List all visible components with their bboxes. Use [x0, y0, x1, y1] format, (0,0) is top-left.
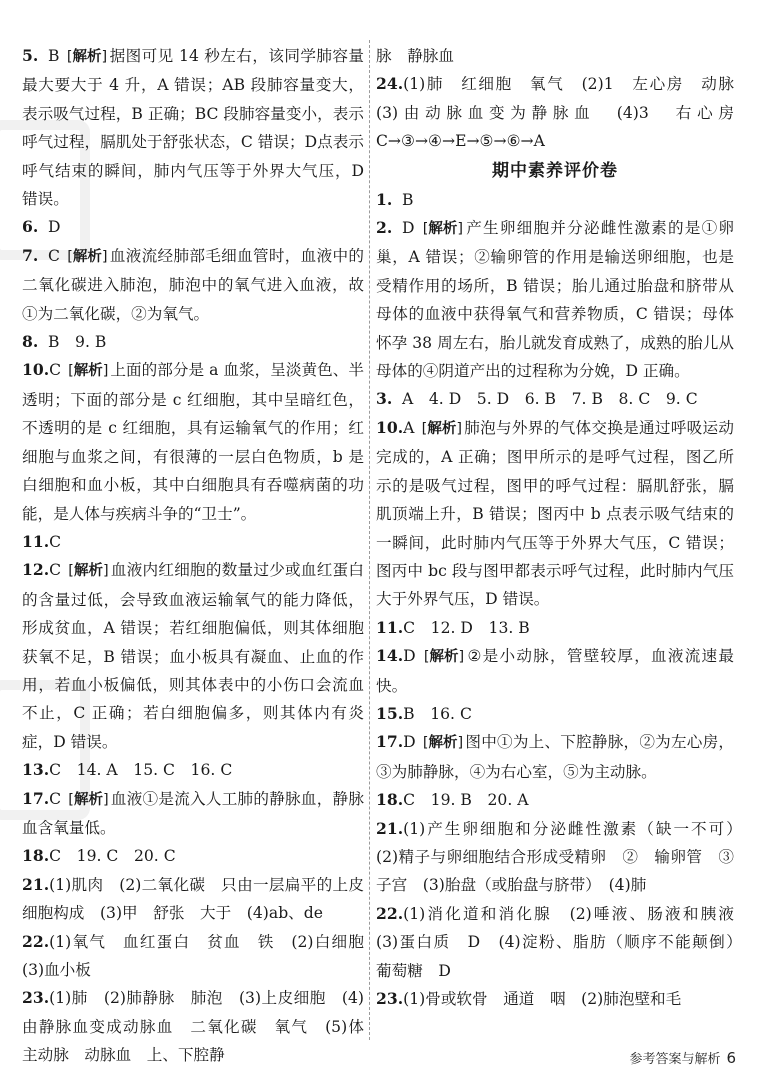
page-footer — [629, 1048, 736, 1067]
answer-item — [376, 700, 734, 728]
answer-choice: C — [49, 789, 62, 808]
answer-item — [22, 356, 364, 527]
analysis-tag: [ 解析 ] — [68, 786, 108, 814]
answer-item — [22, 556, 364, 756]
answer-item — [22, 928, 380, 985]
answer-choice: C — [49, 561, 62, 580]
answer-text: 上面的部分是 a 血浆，呈淡黄色、半透明；下面的部分是 c 红细胞，其中呈暗红色，不透明的是 c 红细胞，具有运输氧气的作用；红细胞与血浆之间，有很薄的一层白色物质，b 是白细胞和血小板，其中白细胞具有吞噬病菌的功能，是人体与疾病斗争的“卫士”。 — [22, 361, 364, 523]
question-number: 2. — [376, 218, 393, 238]
answer-item — [22, 756, 364, 784]
answer-item — [376, 815, 750, 900]
answer-choice: B 16. C — [403, 704, 472, 723]
question-number: 15. — [376, 703, 404, 723]
answer-text: 图中①为上、下腔静脉，②为左心房，③为肺静脉，④为右心室，⑤为主动脉。 — [376, 733, 734, 781]
question-number: 5. — [22, 46, 39, 65]
question-number: 21. — [376, 818, 404, 838]
answer-item — [22, 871, 364, 928]
question-number: 1. — [376, 189, 393, 209]
answer-text: (1)消化道和消化腺 (2)唾液、肠液和胰液 (3)蛋白质 D (4)淀粉、脂肪（顺序不能颠倒） 葡萄糖 D — [376, 904, 750, 980]
question-number: 10. — [376, 417, 404, 437]
answer-item — [22, 213, 364, 241]
answer-choice: D — [402, 219, 415, 238]
answer-choice: C 14. A 15. C 16. C — [49, 761, 233, 780]
answer-item — [376, 642, 734, 700]
question-number: 7. — [22, 245, 39, 265]
answer-text: 血液①是流入人工肺的静脉血，静脉血含氧量低。 — [22, 789, 364, 837]
answer-text: (1)肌肉 (2)二氧化碳 只由一层扁平的上皮细胞构成 (3)甲 舒张 大于 (4)ab、de — [22, 875, 364, 923]
analysis-tag: [ 解析 ] — [423, 729, 463, 757]
answer-text: 产生卵细胞并分泌雌性激素的是①卵巢，A 错误；②输卵管的作用是输送卵细胞，也是受精作用的场所，B 错误；胎儿通过胎盘和脐带从母体的血液中获得氧气和营养物质，C 错误；母体怀孕 38 周左右，胎儿就发育成熟了，成熟的胎儿从母体的④阴道产出的过程称为分娩，D 正确。 — [376, 219, 734, 381]
answer-choice: D — [403, 733, 416, 752]
question-number: 18. — [376, 790, 404, 810]
analysis-tag: [ 解析 ] — [68, 557, 108, 585]
answer-choice: C — [49, 361, 62, 380]
answer-choice: C 19. C 20. C — [49, 847, 176, 866]
answer-choice: D — [48, 218, 61, 237]
right-top-answers — [376, 42, 750, 156]
answer-item — [22, 842, 364, 870]
answer-item — [22, 984, 380, 1069]
answer-item — [22, 785, 364, 843]
answer-text: 血液流经肺部毛细血管时，血液中的二氧化碳进入肺泡，肺泡中的氧气进入血液，故①为二氧化碳，②为氧气。 — [22, 246, 364, 323]
answer-item — [376, 728, 734, 786]
answer-item — [376, 985, 734, 1013]
answer-choice: A — [403, 418, 415, 437]
answer-text: 据图可见 14 秒左右，该同学肺容量最大要大于 4 升，A 错误；AB 段肺容量变大，表示吸气过程，B 正确；BC 段肺容量变小，表示呼气过程，膈肌处于舒张状态，C 错误；D点表示呼气结束的瞬间，肺内气压等于外界大气压，D 错误。 — [22, 47, 364, 209]
question-number: 17. — [22, 788, 50, 808]
answer-item — [376, 414, 734, 614]
answer-text: ②是小动脉，管壁较厚，血液流速最快。 — [376, 647, 734, 695]
analysis-tag: [ 解析 ] — [424, 643, 464, 671]
question-number: 18. — [22, 846, 50, 866]
analysis-tag: [ 解析 ] — [67, 243, 107, 271]
page-number: 6 — [726, 1049, 736, 1067]
answer-item — [22, 528, 364, 556]
right-column — [376, 42, 750, 1013]
answer-text: (1)肺 红细胞 氧气 (2)1 左心房 动脉 (3)由动脉血变为静脉血 (4)3 右心房 C→③→④→E→⑤→⑥→A — [376, 75, 750, 151]
answer-choice: B — [402, 190, 414, 209]
answer-text: (1)肺 (2)肺静脉 肺泡 (3)上皮细胞 (4)由静脉血变成动脉血 二氧化碳 氧气 (5)体 主动脉 动脉血 上、下腔静 — [22, 989, 380, 1065]
question-number: 23. — [376, 989, 404, 1008]
answer-item — [22, 328, 364, 356]
question-number: 14. — [376, 646, 404, 666]
answer-item — [22, 42, 364, 213]
answer-text: 脉 静脉血 — [376, 47, 454, 65]
question-number: 3. — [376, 389, 393, 409]
question-number: 22. — [376, 903, 404, 923]
midterm-answers — [376, 186, 750, 1014]
answer-item — [376, 214, 734, 385]
answer-text: (1)氧气 血红蛋白 贫血 铁 (2)白细胞 (3)血小板 — [22, 932, 380, 979]
answer-text: 血液内红细胞的数量过少或血红蛋白的含量过低，会导致血液运输氧气的能力降低，形成贫血，A 错误；若红细胞偏低，则其体细胞获氧不足，B 错误；血小板具有凝血、止血的作用，若血小板偏低，则其体表中的小伤口会流血不止，C 正确；若白细胞偏多，则其体内有炎症，D 错误。 — [22, 561, 364, 751]
answer-choice: C 19. B 20. A — [403, 791, 529, 810]
question-number: 24. — [376, 74, 404, 94]
question-number: 8. — [22, 332, 39, 352]
section-title: 期中素养评价卷 — [492, 160, 618, 181]
question-number: 6. — [22, 217, 39, 237]
answer-choice: C — [49, 532, 62, 551]
answer-item — [376, 385, 734, 413]
answer-item — [376, 614, 734, 642]
answer-item — [376, 786, 734, 814]
answer-choice: D — [403, 647, 416, 666]
analysis-tag: [ 解析 ] — [423, 215, 463, 243]
answer-choice: B 9. B — [48, 333, 107, 352]
question-number: 10. — [22, 360, 50, 380]
question-number: 21. — [22, 874, 50, 894]
footer-label: 参考答案与解析 — [629, 1052, 721, 1067]
question-number: 13. — [22, 760, 50, 780]
analysis-tag: [ 解析 ] — [67, 43, 107, 71]
analysis-tag: [ 解析 ] — [68, 357, 108, 385]
answer-item — [376, 70, 750, 155]
answer-text: 肺泡与外界的气体交换是通过呼吸运动完成的，A 正确；图甲所示的是呼气过程，图乙所示的是吸气过程，图甲的呼气过程：膈肌舒张，膈肌顶端上升，B 错误；图丙中 b 点表示吸气结束的一瞬间，此时肺内气压等于外界大气压，C 错误；图丙中 bc 段与图甲都表示呼气过程，此时肺内气压大于外界气压，D 错误。 — [376, 418, 734, 609]
answer-choice: B — [48, 47, 60, 65]
answer-item — [376, 900, 750, 985]
answer-text: (1)产生卵细胞和分泌雌性激素（缺一不可） (2)精子与卵细胞结合形成受精卵 ② 输卵管 ③ 子宫 (3)胎盘（或胎盘与脐带） (4)肺 — [376, 819, 750, 895]
answer-item — [376, 186, 734, 214]
answer-choice: A 4. D 5. D 6. B 7. B 8. C 9. C — [402, 390, 698, 409]
question-number: 11. — [376, 617, 404, 637]
question-number: 23. — [22, 988, 50, 1008]
question-number: 12. — [22, 560, 50, 580]
answer-choice: C 12. D 13. B — [403, 618, 530, 637]
analysis-tag: [ 解析 ] — [422, 415, 462, 443]
answer-text: (1)骨或软骨 通道 咽 (2)肺泡壁和毛 — [403, 990, 682, 1008]
left-column — [22, 42, 380, 1070]
answer-choice: C — [48, 246, 60, 265]
question-number: 22. — [22, 931, 50, 951]
answer-item — [376, 42, 734, 70]
column-divider — [369, 40, 370, 1040]
question-number: 11. — [22, 531, 50, 551]
answer-item — [22, 242, 364, 328]
question-number: 17. — [376, 732, 404, 752]
